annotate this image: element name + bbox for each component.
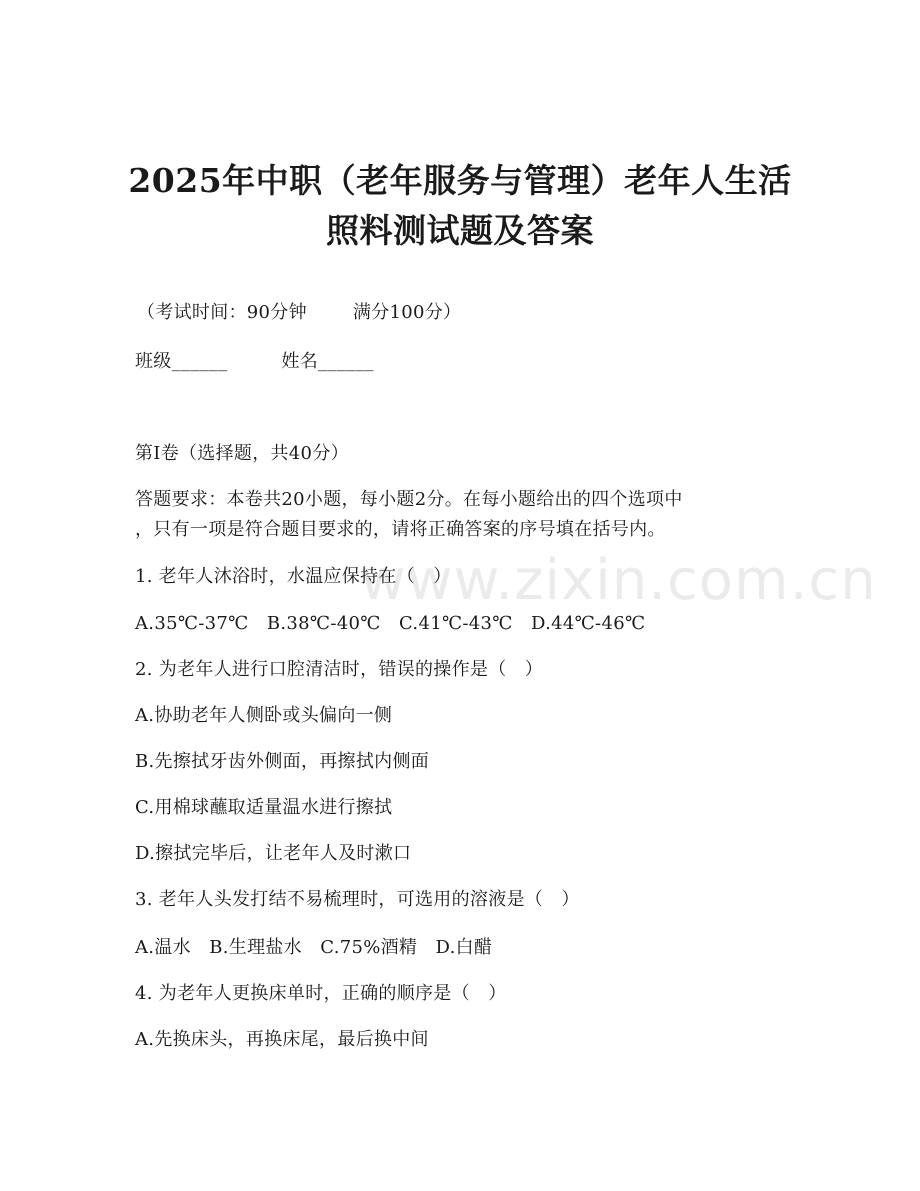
document-title-line-1: 2025年中职（老年服务与管理）老年人生活: [128, 161, 792, 200]
question-4: 4. 为老年人更换床单时，正确的顺序是（ ）: [135, 983, 507, 1004]
instructions-line-2: ，只有一项是符合题目要求的，请将正确答案的序号填在括号内。: [135, 519, 666, 540]
question-2-option-b: B.先擦拭牙齿外侧面，再擦拭内侧面: [135, 751, 430, 772]
question-3: 3. 老年人头发打结不易梳理时，可选用的溶液是（ ）: [135, 889, 580, 910]
name-field: 姓名______: [281, 351, 374, 372]
exam-info: [137, 300, 461, 326]
watermark: www.zixin.com.cn: [360, 548, 877, 613]
student-fields: [135, 349, 374, 375]
exam-time: （考试时间：90分钟: [137, 302, 307, 323]
question-1-options: A.35℃-37℃ B.38℃-40℃ C.41℃-43℃ D.44℃-46℃: [135, 613, 646, 634]
question-3-options: A.温水 B.生理盐水 C.75%酒精 D.白醋: [135, 937, 493, 958]
instructions-line-1: 答题要求：本卷共20小题，每小题2分。在每小题给出的四个选项中: [135, 489, 683, 510]
question-2-option-d: D.擦拭完毕后，让老年人及时漱口: [135, 843, 412, 864]
question-2: 2. 为老年人进行口腔清洁时，错误的操作是（ ）: [135, 659, 544, 680]
document-title-line-2: 照料测试题及答案: [326, 211, 594, 250]
question-2-option-a: A.协助老年人侧卧或头偏向一侧: [135, 705, 393, 726]
full-score: 满分100分）: [352, 302, 462, 323]
question-1: 1. 老年人沐浴时，水温应保持在（ ）: [135, 566, 452, 587]
question-4-option-a: A.先换床头，再换床尾，最后换中间: [135, 1029, 429, 1050]
question-2-option-c: C.用棉球蘸取适量温水进行擦拭: [135, 797, 393, 818]
class-field: 班级______: [135, 351, 228, 372]
section-header: 第Ⅰ卷（选择题，共40分）: [135, 443, 349, 464]
